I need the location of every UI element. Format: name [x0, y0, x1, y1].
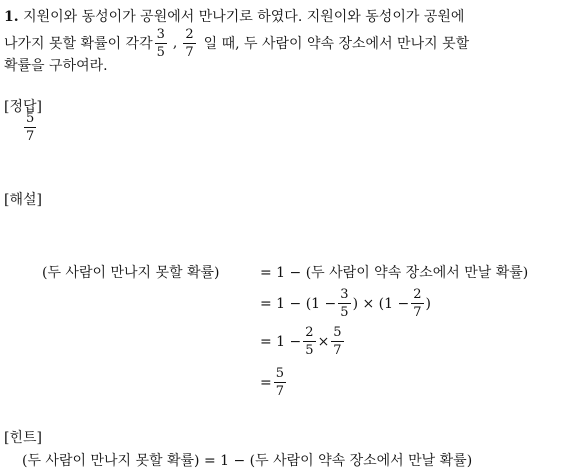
problem-line-2	[4, 28, 469, 58]
problem-line-1	[4, 6, 464, 26]
problem-text-1: 지원이와 동성이가 공원에서 만나기로 하였다. 지원이와 동성이가 공원에	[23, 9, 465, 25]
solution-row-1-left: (두 사람이 만나지 못할 확률)	[42, 265, 220, 281]
hint-label: [힌트]	[4, 430, 42, 446]
solution-row-2: = 1 − (1 − $\frac{3}{5}$ ) × (1 − $\frac{2}{7}$ )	[260, 287, 431, 320]
answer-fraction: $\frac{5}{7}$	[26, 111, 35, 144]
problem-line-3: 확률을 구하여라.	[4, 58, 108, 74]
problem-text-2a: 나가지 못할 확률이 각각	[4, 36, 153, 52]
solution-row-3: = 1 − $\frac{2}{5}$ × $\frac{5}{7}$	[260, 325, 342, 358]
answer-label: [정답]	[4, 99, 42, 115]
problem-text-2b: 일 때, 두 사람이 약속 장소에서 만나지 못할	[203, 36, 470, 52]
fraction-3-5: $\frac{3}{5}$	[156, 26, 165, 60]
solution-label: [해설]	[4, 192, 42, 208]
solution-row-4: = $\frac{5}{7}$	[260, 366, 285, 399]
problem-number: 1.	[4, 9, 19, 25]
solution-row-1-right: = 1 − (두 사람이 약속 장소에서 만날 확률)	[260, 265, 529, 281]
comma: ,	[172, 35, 178, 51]
hint-text: (두 사람이 만나지 못할 확률) = 1 − (두 사람이 약속 장소에서 만날 확률)	[22, 453, 473, 469]
fraction-2-7: $\frac{2}{7}$	[185, 26, 194, 60]
